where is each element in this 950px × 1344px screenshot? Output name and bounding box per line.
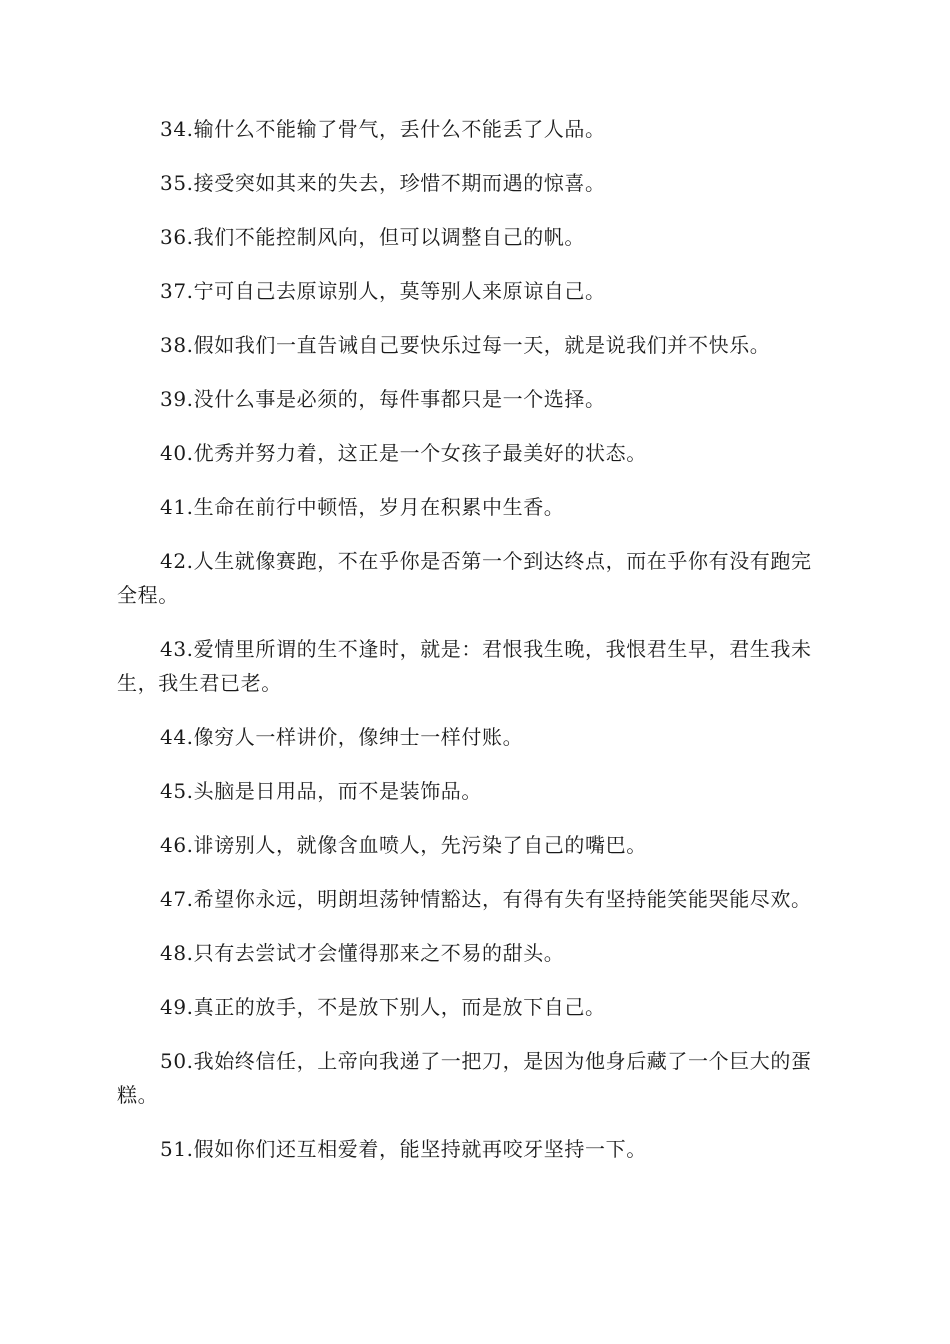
paragraph-46: 46.诽谤别人，就像含血喷人，先污染了自己的嘴巴。 (160, 833, 647, 857)
paragraph-35: 35.接受突如其来的失去，珍惜不期而遇的惊喜。 (160, 171, 606, 195)
paragraph-51: 51.假如你们还互相爱着，能坚持就再咬牙坚持一下。 (160, 1137, 647, 1161)
paragraph-40: 40.优秀并努力着，这正是一个女孩子最美好的状态。 (160, 441, 647, 465)
paragraph-41: 41.生命在前行中顿悟，岁月在积累中生香。 (160, 495, 565, 519)
paragraph-34: 34.输什么不能输了骨气，丢什么不能丢了人品。 (160, 117, 606, 141)
paragraph-50: 50.我始终信任，上帝向我递了一把刀，是因为他身后藏了一个巨大的蛋糕。 (117, 1049, 812, 1107)
paragraph-43: 43.爱情里所谓的生不逢时，就是：君恨我生晚，我恨君生早，君生我未生，我生君已老。 (117, 637, 812, 695)
paragraph-42: 42.人生就像赛跑，不在乎你是否第一个到达终点，而在乎你有没有跑完全程。 (117, 549, 812, 607)
paragraph-36: 36.我们不能控制风向，但可以调整自己的帆。 (160, 225, 586, 249)
paragraph-47: 47.希望你永远，明朗坦荡钟情豁达，有得有失有坚持能笑能哭能尽欢。 (160, 887, 812, 911)
paragraph-38: 38.假如我们一直告诫自己要快乐过每一天，就是说我们并不快乐。 (160, 333, 771, 357)
document-body (117, 112, 825, 1186)
paragraph-48: 48.只有去尝试才会懂得那来之不易的甜头。 (160, 941, 565, 965)
paragraph-37: 37.宁可自己去原谅别人，莫等别人来原谅自己。 (160, 279, 606, 303)
paragraph-45: 45.头脑是日用品，而不是装饰品。 (160, 779, 483, 803)
paragraph-44: 44.像穷人一样讲价，像绅士一样付账。 (160, 725, 524, 749)
paragraph-39: 39.没什么事是必须的，每件事都只是一个选择。 (160, 387, 606, 411)
paragraph-49: 49.真正的放手，不是放下别人，而是放下自己。 (160, 995, 606, 1019)
